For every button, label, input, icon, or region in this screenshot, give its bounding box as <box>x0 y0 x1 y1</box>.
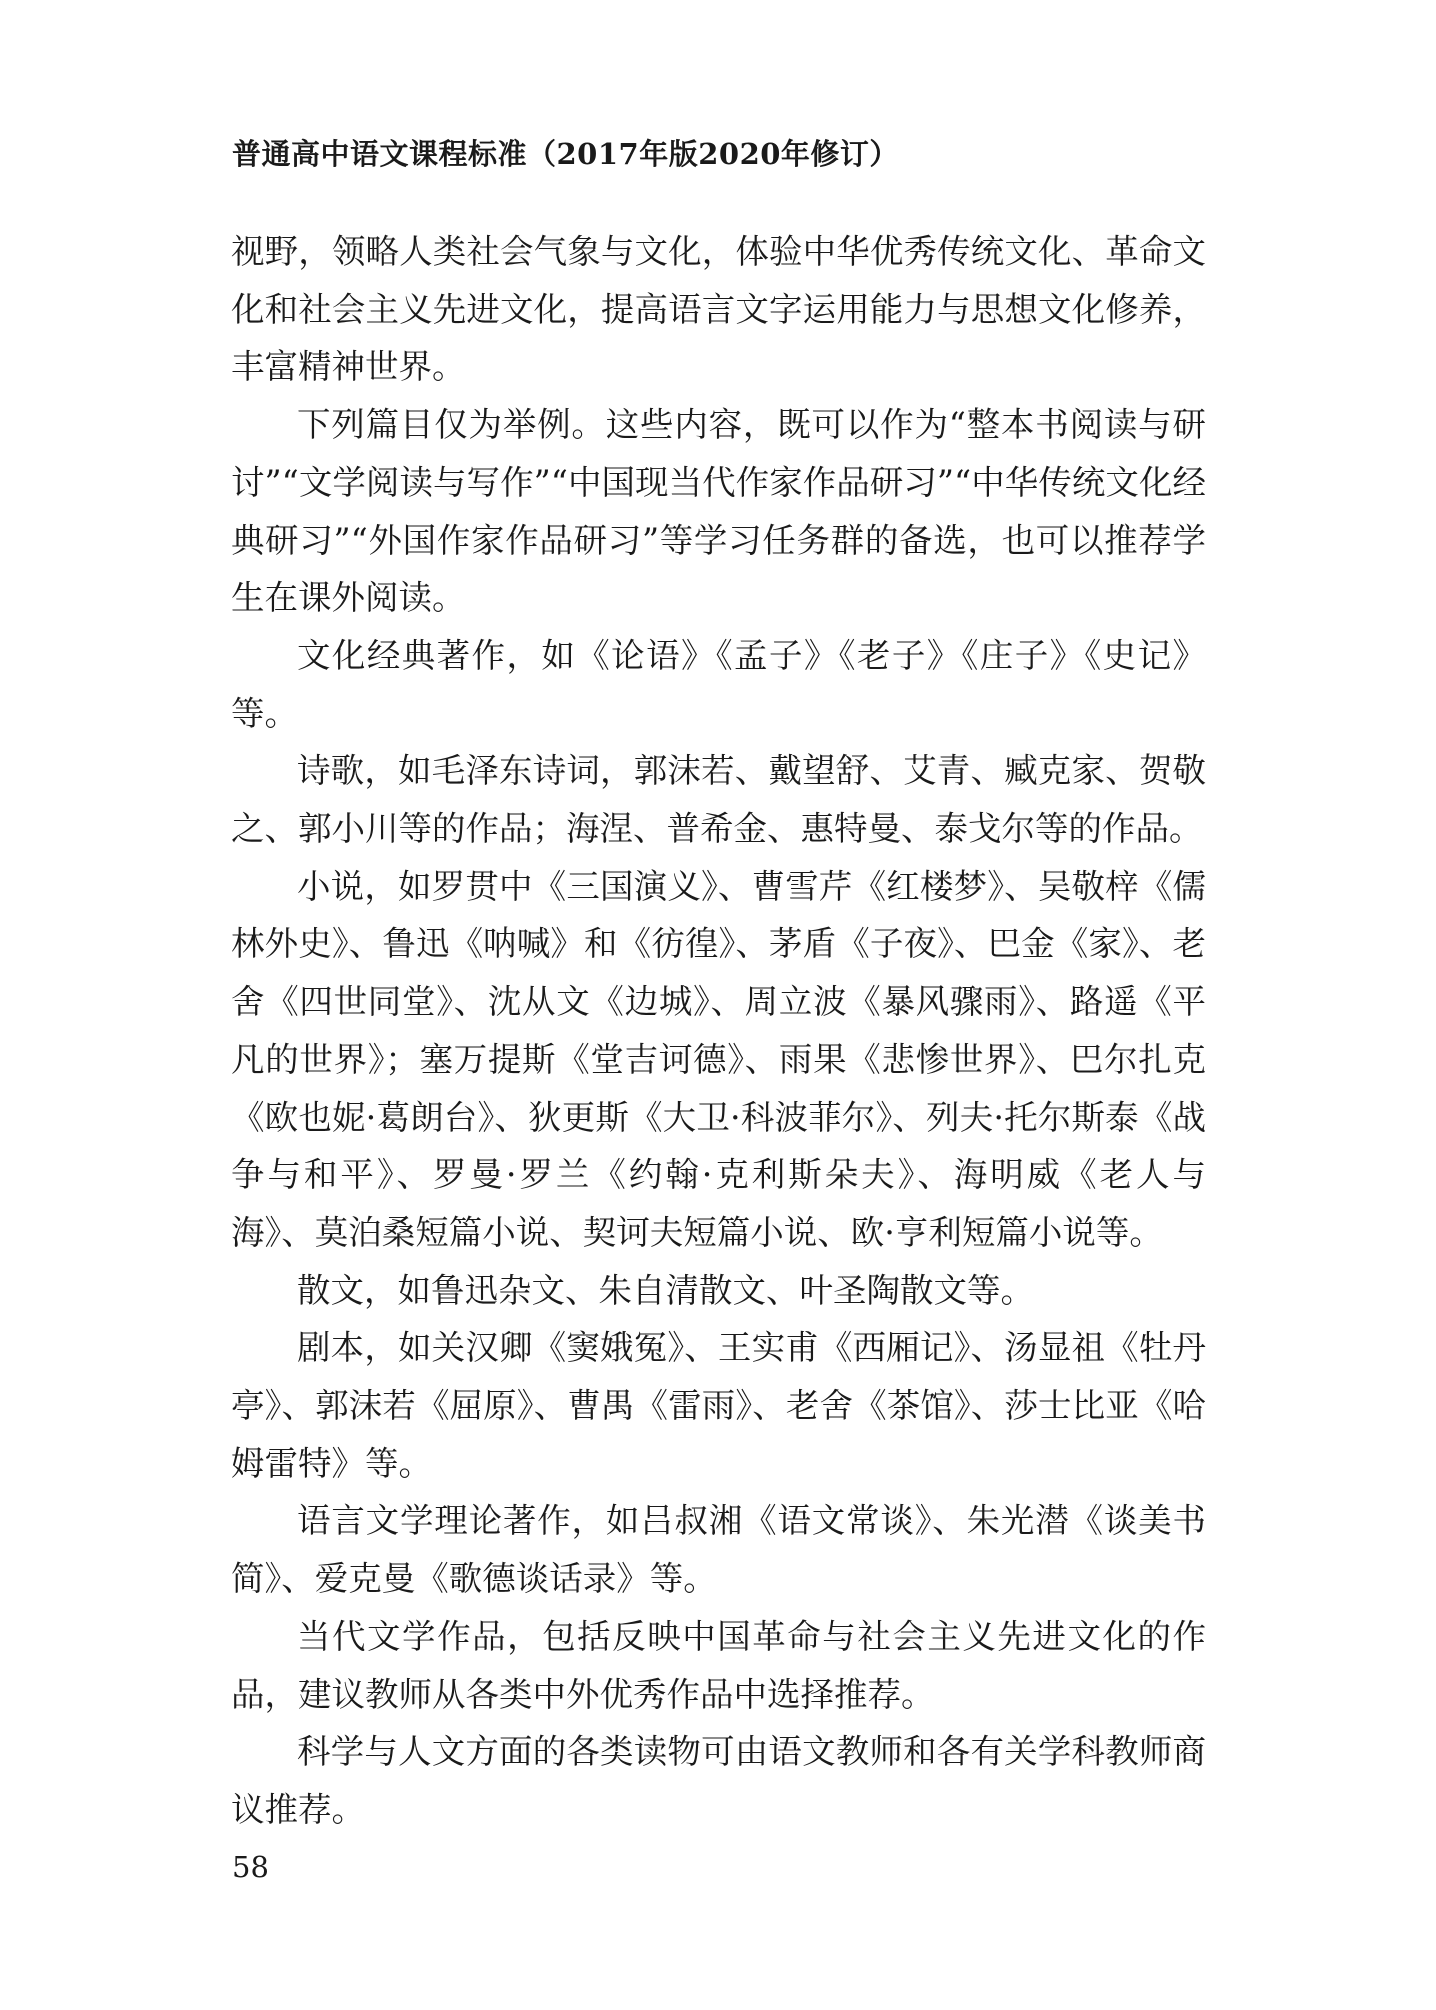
paragraph: 小说，如罗贯中《三国演义》、曹雪芹《红楼梦》、吴敬梓《儒林外史》、鲁迅《呐喊》和《彷徨》、茅盾《子夜》、巴金《家》、老舍《四世同堂》、沈从文《边城》、周立波《暴风骤雨》、路遥《平凡的世界》；塞万提斯《堂吉诃德》、雨果《悲惨世界》、巴尔扎克《欧也妮·葛朗台》、狄更斯《大卫·科波菲尔》、列夫·托尔斯泰《战争与和平》、罗曼·罗兰《约翰·克利斯朵夫》、海明威《老人与海》、莫泊桑短篇小说、契诃夫短篇小说、欧·亨利短篇小说等。 <box>231 866 1206 1252</box>
page-number: 58 <box>232 1850 269 1884</box>
running-header: 普通高中语文课程标准（2017年版2020年修订） <box>232 137 899 171</box>
paragraph: 散文，如鲁迅杂文、朱自清散文、叶圣陶散文等。 <box>297 1270 1034 1310</box>
body-text <box>231 223 1206 1839</box>
paragraph: 当代文学作品，包括反映中国革命与社会主义先进文化的作品，建议教师从各类中外优秀作品中选择推荐。 <box>231 1616 1206 1714</box>
paragraph: 剧本，如关汉卿《窦娥冤》、王实甫《西厢记》、汤显祖《牡丹亭》、郭沫若《屈原》、曹禺《雷雨》、老舍《茶馆》、莎士比亚《哈姆雷特》等。 <box>231 1328 1206 1483</box>
paragraph: 下列篇目仅为举例。这些内容，既可以作为“整本书阅读与研讨”“文学阅读与写作”“中国现当代作家作品研习”“中华传统文化经典研习”“外国作家作品研习”等学习任务群的备选，也可以推荐学生在课外阅读。 <box>231 405 1206 618</box>
paragraph: 科学与人文方面的各类读物可由语文教师和各有关学科教师商议推荐。 <box>231 1732 1206 1829</box>
paragraph: 文化经典著作，如《论语》《孟子》《老子》《庄子》《史记》等。 <box>231 635 1206 733</box>
paragraph: 语言文学理论著作，如吕叔湘《语文常谈》、朱光潜《谈美书简》、爱克曼《歌德谈话录》等。 <box>231 1501 1206 1599</box>
paragraph: 诗歌，如毛泽东诗词，郭沫若、戴望舒、艾青、臧克家、贺敬之、郭小川等的作品；海涅、普希金、惠特曼、泰戈尔等的作品。 <box>231 751 1206 849</box>
paragraph: 视野，领略人类社会气象与文化，体验中华优秀传统文化、革命文化和社会主义先进文化，提高语言文字运用能力与思想文化修养，丰富精神世界。 <box>231 232 1206 387</box>
